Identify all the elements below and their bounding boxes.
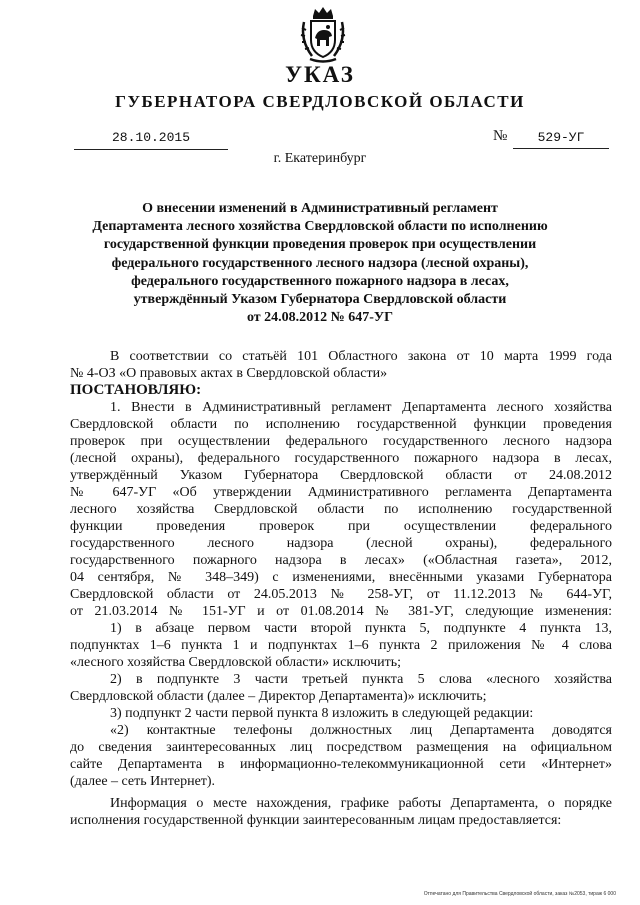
- quoted-text-line: «2) контактные телефоны должностных лиц Департамента доводятся: [110, 723, 612, 738]
- issuing-authority: ГУБЕРНАТОРА СВЕРДЛОВСКОЙ ОБЛАСТИ: [115, 92, 525, 111]
- quoted-text-line: до сведения заинтересованных лиц посредством размещения на официальном: [70, 740, 612, 755]
- item1-line: функции проведения проверок при осуществлении федерального: [70, 519, 612, 534]
- print-footer: Отпечатано для Правительства Свердловской области, заказ №2053, тираж 6 000: [423, 891, 616, 897]
- title-line: государственной функции проведения проверок при осуществлении: [103, 237, 537, 253]
- item1-line: проверок при осуществлении федерального государственного лесного надзора: [70, 434, 612, 449]
- subitem-2-line: 2) в подпункте 3 части третьей пункта 5 слова «лесного хозяйства: [110, 672, 612, 687]
- subitem-1-line: «лесного хозяйства Свердловской области» исключить;: [70, 655, 402, 670]
- subitem-3-line: 3) подпункт 2 части первой пункта 8 изложить в следующей редакции:: [110, 706, 534, 721]
- item1-line: государственного лесного надзора (лесной охраны), федерального: [70, 536, 612, 551]
- item1-line: 1. Внести в Административный регламент Департамента лесного хозяйства: [110, 400, 612, 415]
- title-line: федерального государственного пожарного надзора в лесах,: [131, 273, 509, 289]
- coat-of-arms-emblem: [298, 6, 348, 64]
- preamble-line: № 4-ОЗ «О правовых актах в Свердловской области»: [70, 366, 388, 381]
- subitem-1-line: подпунктах 1–6 пункта 1 и подпунктах 1–6 пункта 2 приложения № 4 слова: [70, 638, 612, 653]
- item1-line: утверждённый Указом Губернатора Свердловской области от 24.08.2012: [70, 468, 612, 483]
- title-line: Департамента лесного хозяйства Свердловской области по исполнению: [92, 219, 548, 235]
- postanovlyayu-heading: ПОСТАНОВЛЯЮ:: [70, 382, 202, 398]
- item1-line: лесного хозяйства Свердловской области по исполнению государственной: [70, 502, 612, 517]
- decree-title: [80, 200, 560, 327]
- city: г. Екатеринбург: [273, 151, 367, 166]
- title-line: О внесении изменений в Административный регламент: [142, 201, 498, 216]
- quoted-text-line: сайте Департамента в информационно-телекоммуникационной сети «Интернет»: [70, 757, 612, 772]
- decree-number: 529-УГ: [513, 130, 609, 149]
- title-line: от 24.08.2012 № 647-УГ: [246, 310, 394, 326]
- quoted-text-line: (далее – сеть Интернет).: [70, 774, 216, 789]
- decree-date: 28.10.2015: [74, 130, 228, 150]
- item1-line: государственного пожарного надзора в лесах» («Областная газета», 2012,: [70, 553, 612, 568]
- decree-body: [70, 348, 612, 829]
- preamble-line: В соответствии со статьёй 101 Областного закона от 10 марта 1999 года: [110, 349, 612, 364]
- item1-line: 04 сентября, № 348–349) с изменениями, внесёнными указами Губернатора: [70, 570, 612, 585]
- subitem-2-line: Свердловской области (далее – Директор Департамента)» исключить;: [70, 689, 487, 704]
- item1-line: Свердловской области от 24.05.2013 № 258-УГ, от 11.12.2013 № 644-УГ,: [70, 587, 612, 602]
- item1-line: № 647-УГ «Об утверждении Административного регламента Департамента: [70, 485, 612, 500]
- title-line: утверждённый Указом Губернатора Свердловской области: [133, 292, 507, 308]
- decree-type: УКАЗ: [285, 62, 355, 87]
- subitem-1-line: 1) в абзаце первом части второй пункта 5, подпункте 4 пункта 13,: [110, 621, 612, 636]
- number-sign: №: [493, 128, 508, 144]
- item1-line: Свердловской области по исполнению государственной функции проведения: [70, 417, 612, 432]
- title-line: федерального государственного лесного надзора (лесной охраны),: [111, 255, 529, 271]
- item1-line: (лесной охраны), федерального государственного пожарного надзора в лесах,: [70, 451, 612, 466]
- info-line: исполнения государственной функции заинтересованным лицам предоставляется:: [70, 813, 562, 828]
- info-line: Информация о месте нахождения, графике работы Департамента, о порядке: [110, 796, 612, 811]
- item1-line: от 21.03.2014 № 151-УГ и от 01.08.2014 № 381-УГ, следующие изменения:: [70, 604, 612, 619]
